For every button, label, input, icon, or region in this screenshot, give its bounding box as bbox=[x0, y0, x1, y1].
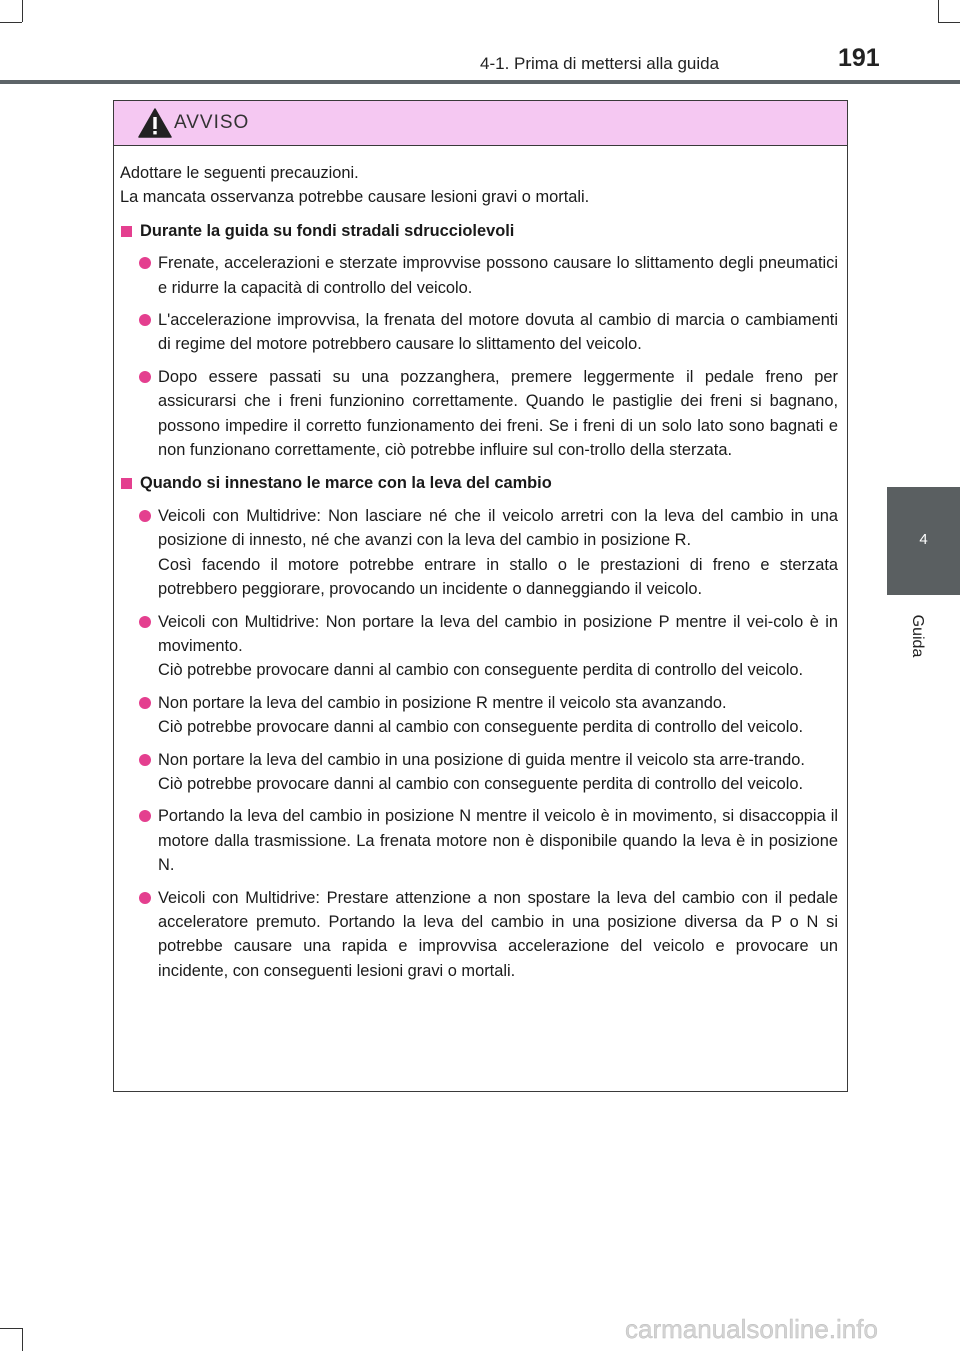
header-rule bbox=[0, 80, 960, 84]
warning-triangle-icon bbox=[138, 108, 172, 138]
section-title: 4-1. Prima di mettersi alla guida bbox=[480, 54, 720, 73]
round-bullet-icon bbox=[139, 892, 151, 904]
crop-mark bbox=[938, 22, 960, 23]
round-bullet-icon bbox=[139, 754, 151, 766]
chapter-number: 4 bbox=[919, 531, 928, 548]
round-bullet-icon bbox=[139, 616, 151, 628]
round-bullet-icon bbox=[139, 810, 151, 822]
bullet-item bbox=[120, 748, 838, 797]
intro-line: La mancata osservanza potrebbe causare lesioni gravi o mortali. bbox=[120, 188, 590, 207]
crop-mark bbox=[938, 0, 939, 22]
intro-line: Adottare le seguenti precauzioni. bbox=[120, 164, 359, 182]
bullet-item bbox=[120, 504, 838, 602]
bullet-text: Portando la leva del cambio in posizione N mentre il veicolo è in movimento, si disaccoppia il motore dalla trasmissione. La frenata motore non è disponibile quando la leva è in posizione N. bbox=[158, 807, 838, 875]
bullet-text: L'accelerazione improvvisa, la frenata del motore dovuta al cambio di marcia o cambiamenti di regime del motore potrebbero causare lo slittamento del veicolo. bbox=[158, 311, 838, 354]
warning-title: AVVISO bbox=[174, 112, 250, 133]
bullet-text: Veicoli con Multidrive: Prestare attenzione a non spostare la leva del cambio con il pedale acceleratore premuto. Portando la leva del cambio in una posizione diversa da P o N si potrebbe causare una rapida e improvvisa accelerazione del veicolo e provocare un incidente, con conseguenti lesioni gravi o mortali. bbox=[158, 888, 838, 980]
warning-body bbox=[114, 146, 847, 983]
bullet-text: Non portare la leva del cambio in posizione R mentre il veicolo sta avanzando. bbox=[158, 693, 727, 712]
crop-mark bbox=[0, 1328, 22, 1329]
bullet-item bbox=[120, 804, 838, 877]
round-bullet-icon bbox=[139, 257, 151, 269]
bullet-text: Non portare la leva del cambio in una posizione di guida mentre il veicolo sta arre-trando. bbox=[158, 750, 805, 769]
watermark-logo bbox=[625, 1312, 955, 1346]
bullet-item bbox=[120, 365, 838, 463]
bullet-text: Ciò potrebbe provocare danni al cambio con conseguente perdita di controllo del veicolo. bbox=[158, 661, 804, 680]
square-bullet-icon bbox=[121, 226, 132, 237]
bullet-item bbox=[120, 691, 838, 740]
chapter-label bbox=[908, 606, 926, 666]
svg-text:carmanualsonline.info: carmanualsonline.info bbox=[625, 1314, 878, 1344]
page-number: 191 bbox=[838, 44, 880, 72]
crop-mark bbox=[22, 1328, 23, 1351]
warning-header bbox=[114, 101, 847, 146]
round-bullet-icon bbox=[139, 314, 151, 326]
bullet-text: Ciò potrebbe provocare danni al cambio con conseguente perdita di controllo del veicolo. bbox=[158, 718, 804, 737]
bullet-item bbox=[120, 886, 838, 984]
square-bullet-icon bbox=[121, 478, 132, 489]
bullet-item bbox=[120, 308, 838, 357]
round-bullet-icon bbox=[139, 697, 151, 709]
bullet-text: Così facendo il motore potrebbe entrare in stallo o le prestazioni di freno e sterzata potrebbero peggiorare, provocando un incidente o danneggiando il veicolo. bbox=[158, 555, 838, 599]
section-heading bbox=[120, 471, 838, 495]
crop-mark bbox=[22, 0, 23, 22]
warning-box bbox=[113, 100, 848, 1092]
chapter-label-text: Guida bbox=[909, 614, 926, 658]
section-heading bbox=[120, 219, 838, 243]
round-bullet-icon bbox=[139, 510, 151, 522]
crop-mark bbox=[0, 22, 22, 23]
bullet-item bbox=[120, 610, 838, 683]
bullet-text: Veicoli con Multidrive: Non portare la leva del cambio in posizione P mentre il vei-colo è in movimento. bbox=[158, 612, 838, 655]
bullet-item bbox=[120, 251, 838, 300]
section-heading-text: Durante la guida su fondi stradali sdrucciolevoli bbox=[140, 221, 515, 240]
bullet-text: Dopo essere passati su una pozzanghera, premere leggermente il pedale freno per assicurarsi che i freni funzionino correttamente. Quando le pastiglie dei freni si bagnano, possono impedire il corretto funzionamento dei freni. Se i freni di un solo lato sono bagnati e non funzionano correttamente, ciò potrebbe influire sul con-trollo della sterzata. bbox=[158, 367, 838, 460]
bullet-text: Veicoli con Multidrive: Non lasciare né che il veicolo arretri con la leva del cambio in una posizione di innesto, né che avanzi con la leva del cambio in posizione R. bbox=[158, 506, 838, 550]
section-heading-text: Quando si innestano le marce con la leva del cambio bbox=[140, 474, 552, 493]
bullet-text: Ciò potrebbe provocare danni al cambio con conseguente perdita di controllo del veicolo. bbox=[158, 774, 804, 793]
chapter-tab[interactable] bbox=[887, 487, 960, 595]
round-bullet-icon bbox=[139, 371, 151, 383]
bullet-text: Frenate, accelerazioni e sterzate improvvise possono causare lo slittamento degli pneumatici e ridurre la capacità di controllo del veicolo. bbox=[158, 254, 838, 297]
